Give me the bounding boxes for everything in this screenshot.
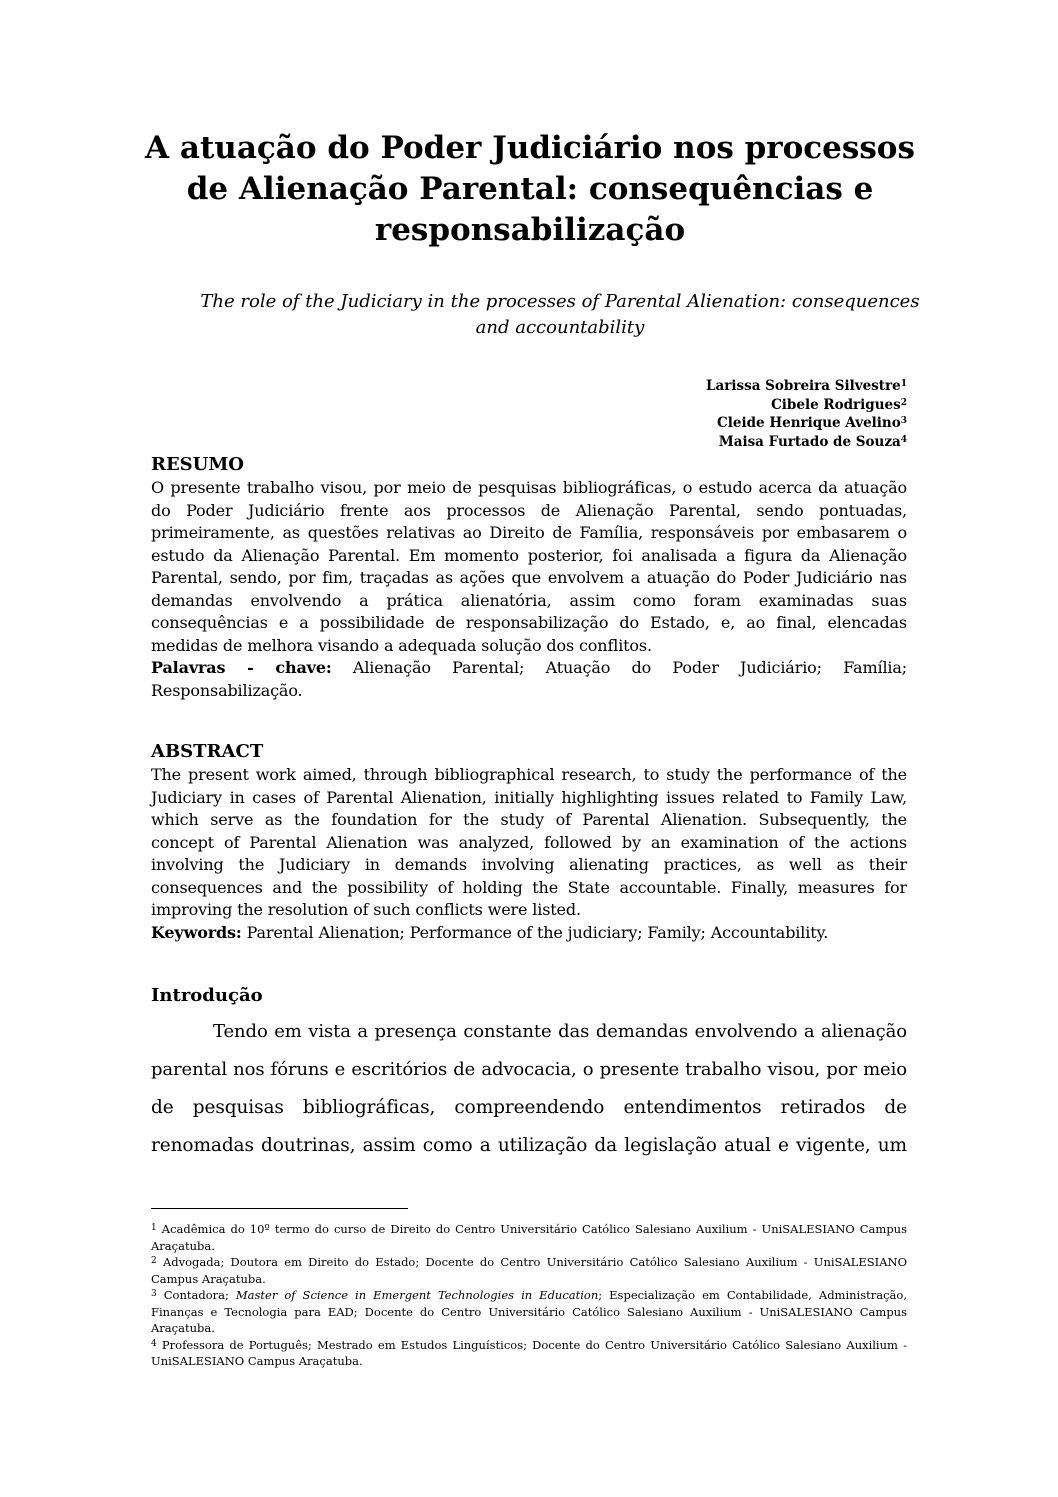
abstract-line: concept of Parental Alienation was analyzed, followed by an examination of the actions — [151, 832, 907, 852]
footnote-text: Advogada; Doutora em Direito do Estado; Docente do Centro Universitário Católico Salesiano Auxilium - UniSALESIANO — [156, 1255, 907, 1269]
footnote-italic-text: Master of Science in Emergent Technologies in Education — [235, 1288, 599, 1302]
author-name: Larissa Sobreira Silvestre — [706, 378, 901, 394]
footnote-mark: 3 — [151, 1289, 157, 1299]
keywords-label: Keywords: — [151, 922, 242, 942]
title-line: A atuação do Poder Judiciário nos processos — [145, 130, 915, 166]
footnote-cont: Finanças e Tecnologia para EAD; Docente do Centro Universitário Católico Salesiano Auxilium - UniSALESIANO Campus — [151, 1304, 907, 1319]
abstract-heading: ABSTRACT — [151, 741, 264, 762]
footnote-separator — [151, 1208, 408, 1209]
resumo-line: do Poder Judiciário frente aos processos de Alienação Parental, sendo pontuadas, — [151, 500, 907, 520]
abstract-line: improving the resolution of such conflicts were listed. — [151, 900, 581, 919]
author-name: Cleide Henrique Avelino — [717, 415, 901, 431]
footnote-mark: 1 — [151, 1223, 157, 1233]
paper-subtitle — [190, 289, 930, 341]
subtitle-line: The role of the Judiciary in the processes of Parental Alienation: consequences — [200, 291, 920, 312]
footnote-mark: 2 — [900, 397, 907, 408]
paper-title — [140, 128, 920, 251]
resumo-line: medidas de melhora visando a adequada solução dos conflitos. — [151, 635, 652, 655]
keywords-label: Palavras - chave: — [151, 658, 332, 677]
footnote-cont: UniSALESIANO Campus Araçatuba. — [151, 1354, 363, 1368]
footnote-mark: 4 — [900, 434, 907, 445]
footnote-text: ; Especialização em Contabilidade, Administração, — [598, 1288, 907, 1302]
footnote — [151, 1221, 907, 1238]
intro-line: renomadas doutrinas, assim como a utilização da legislação atual e vigente, um — [151, 1135, 907, 1156]
resumo-line: demandas envolvendo a prática alienatória, assim como foram examinadas suas — [151, 590, 907, 610]
footnote-text: Professora de Português; Mestrado em Estudos Linguísticos; Docente do Centro Universitário Católico Salesiano Auxilium - — [156, 1337, 907, 1352]
footnote-text: Contadora; — [156, 1288, 236, 1302]
footnote-mark: 1 — [900, 379, 907, 389]
abstract-line: Judiciary in cases of Parental Alienation, initially highlighting issues related to Family Law, — [151, 787, 907, 807]
resumo-line: Parental, sendo, por fim, traçadas as ações que envolvem a atuação do Poder Judiciário nas — [151, 568, 907, 587]
author-list — [706, 377, 907, 451]
resumo-section — [151, 454, 907, 702]
footnote-text: Acadêmica do 10º termo do curso de Direito do Centro Universitário Católico Salesiano Auxilium - UniSALESIANO Campus — [156, 1222, 907, 1236]
introducao-heading: Introdução — [151, 985, 263, 1006]
resumo-keywords — [151, 657, 907, 680]
subtitle-line: and accountability — [475, 317, 645, 338]
resumo-line: consequências e a possibilidade de responsabilização do Estado, e, ao final, elencadas — [151, 613, 907, 632]
author-name: Cibele Rodrigues — [771, 396, 901, 413]
author — [706, 414, 907, 433]
abstract-line: involving the Judiciary in demands involving alienating practices, as well as their — [151, 855, 907, 874]
footnote-cont: Araçatuba. — [151, 1238, 215, 1253]
resumo-line: primeiramente, as questões relativas ao Direito de Família, responsáveis por embasarem o — [151, 523, 907, 542]
footnote-cont: Campus Araçatuba. — [151, 1271, 266, 1286]
introducao-body — [151, 1013, 907, 1165]
resumo-keywords-cont: Responsabilização. — [151, 680, 303, 700]
author — [706, 433, 907, 452]
author — [706, 396, 907, 415]
resumo-heading: RESUMO — [151, 454, 244, 475]
title-line: de Alienação Parental: consequências e — [186, 171, 874, 207]
abstract-line: The present work aimed, through bibliographical research, to study the performance of the — [151, 765, 907, 784]
intro-line: de pesquisas bibliográficas, compreendendo entendimentos retirados de — [151, 1097, 907, 1118]
footnote-mark: 2 — [151, 1256, 157, 1266]
resumo-body — [151, 477, 907, 702]
introducao-section — [151, 985, 907, 1165]
author-name: Maisa Furtado de Souza — [718, 433, 901, 450]
intro-line: parental nos fóruns e escritórios de advocacia, o presente trabalho visou, por meio — [151, 1059, 907, 1080]
footnote-mark: 3 — [900, 416, 907, 426]
keywords-text: Parental Alienation; Performance of the judiciary; Family; Accountability. — [241, 922, 829, 942]
footnote — [151, 1337, 907, 1354]
title-line: responsabilização — [374, 212, 686, 248]
footnote-mark: 4 — [151, 1338, 157, 1349]
footnote-cont: Araçatuba. — [151, 1321, 215, 1335]
resumo-line: estudo da Alienação Parental. Em momento posterior, foi analisada a figura da Alienação — [151, 545, 907, 565]
abstract-line: which serve as the foundation for the study of Parental Alienation. Subsequently, the — [151, 810, 907, 829]
intro-line: Tendo em vista a presença constante das demandas envolvendo a alienação — [213, 1021, 907, 1042]
abstract-line: consequences and the possibility of holding the State accountable. Finally, measures for — [151, 877, 907, 897]
author — [706, 377, 907, 396]
abstract-section — [151, 741, 907, 944]
abstract-body — [151, 764, 907, 944]
footnote — [151, 1287, 907, 1304]
footnotes — [151, 1221, 907, 1370]
keywords-text: Alienação Parental; Atuação do Poder Judiciário; Família; — [331, 658, 908, 677]
footnote — [151, 1254, 907, 1271]
resumo-line: O presente trabalho visou, por meio de pesquisas bibliográficas, o estudo acerca da atuação — [151, 478, 907, 497]
abstract-keywords — [151, 922, 907, 945]
